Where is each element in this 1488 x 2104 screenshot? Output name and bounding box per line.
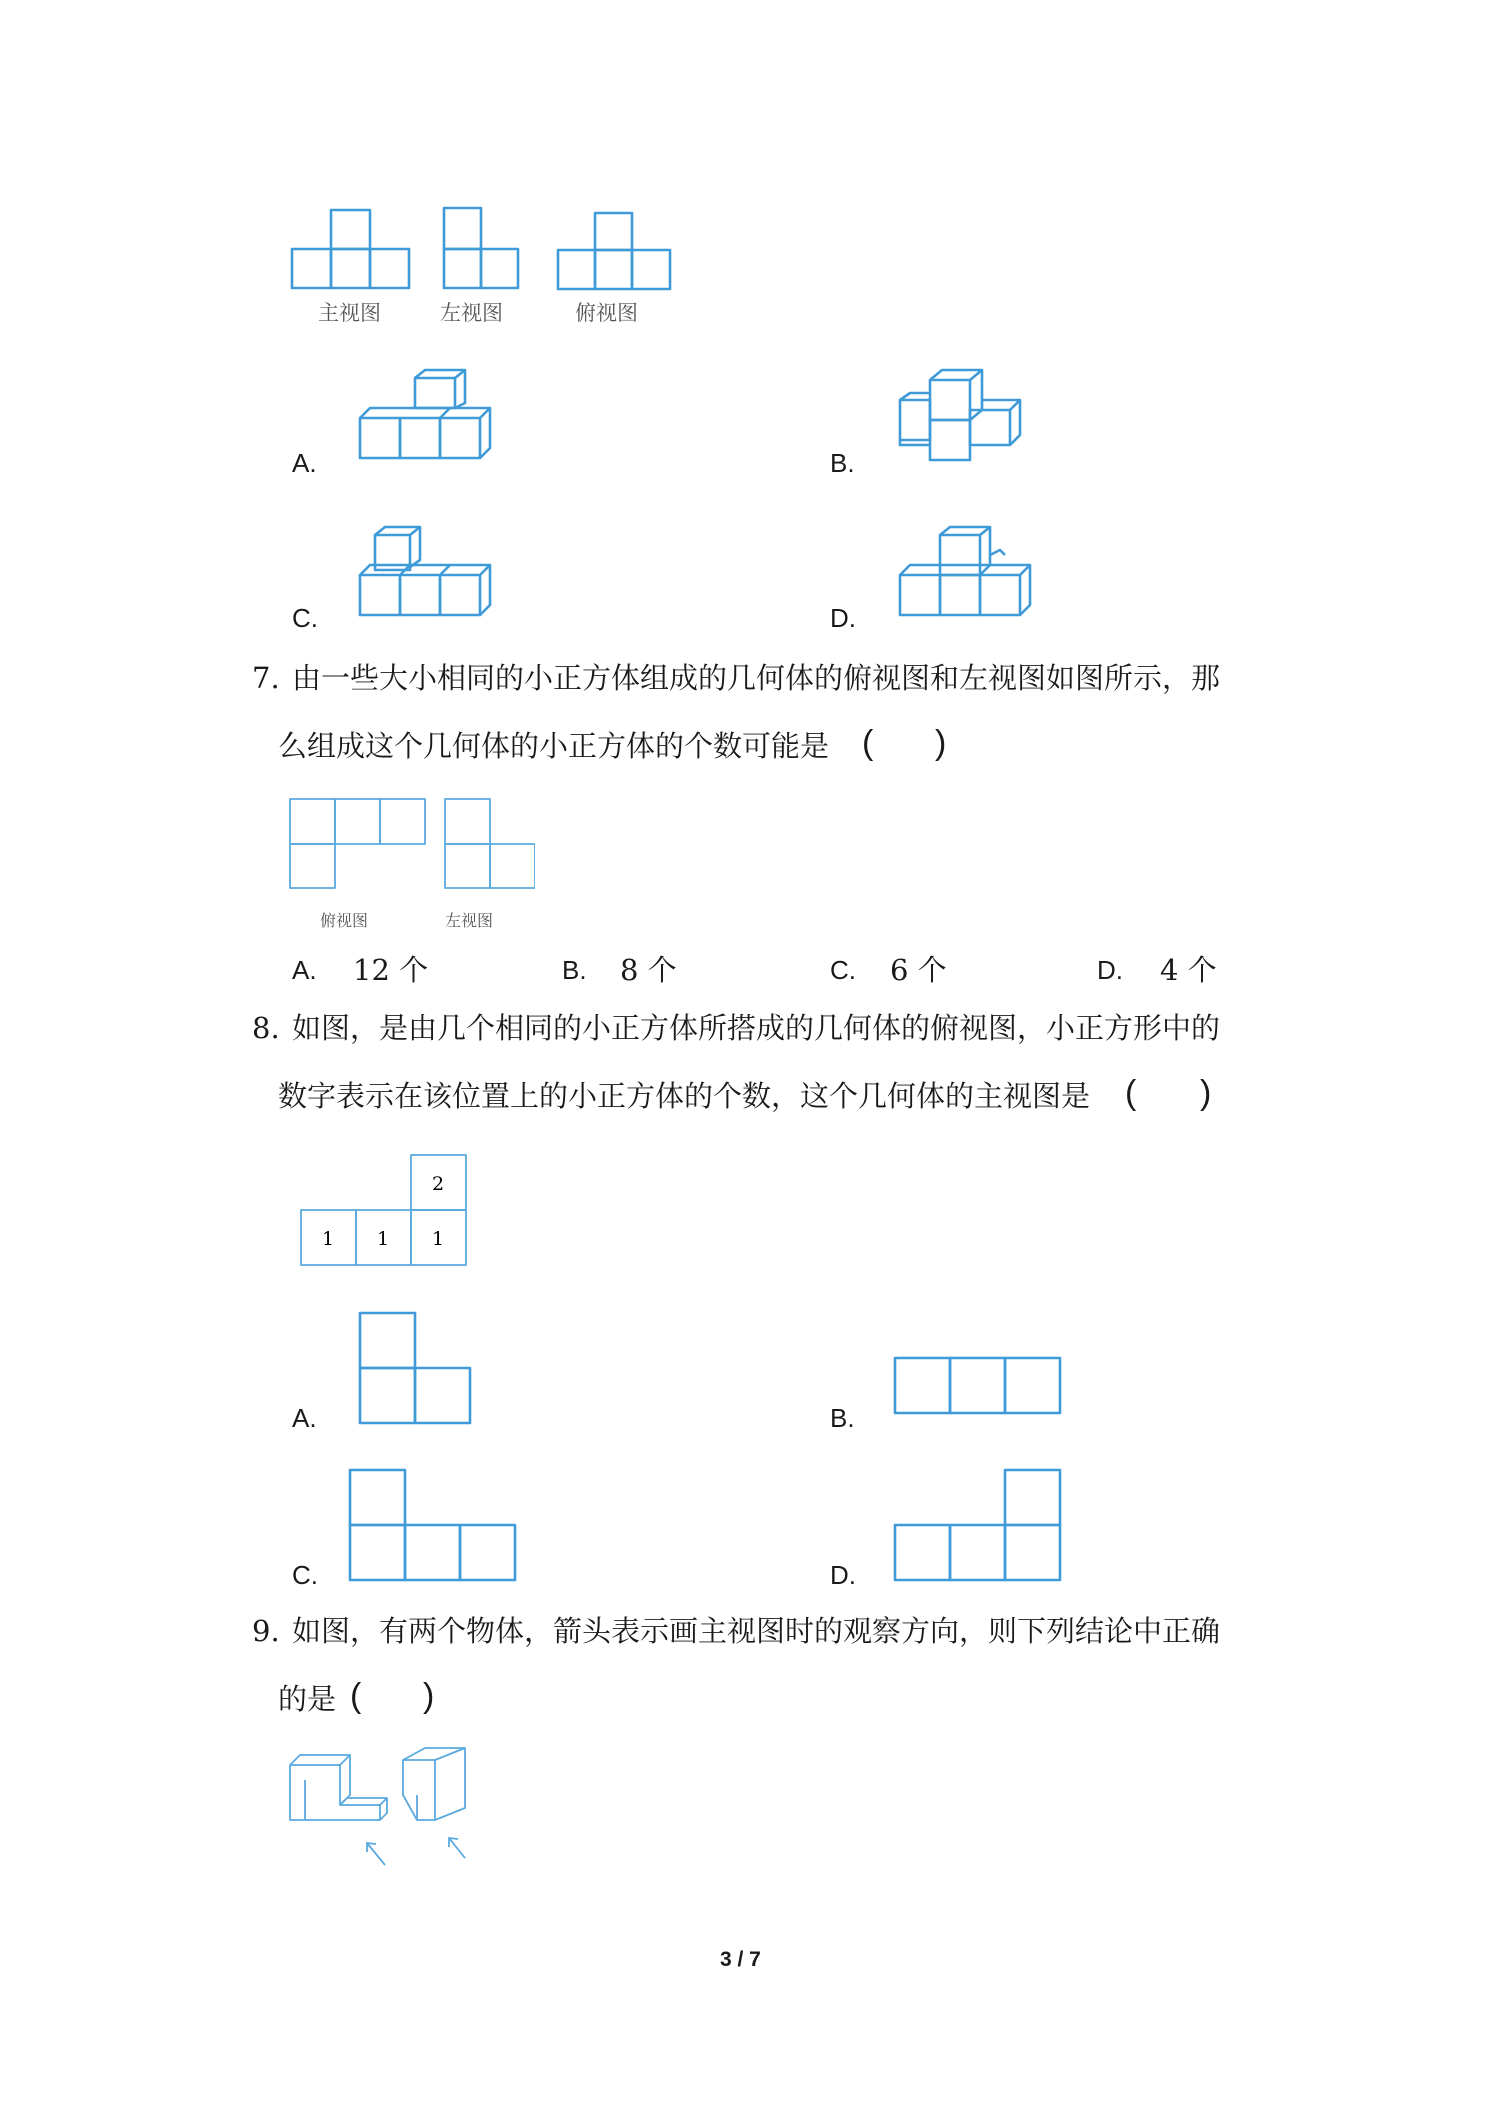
q9-object-1 [290, 1755, 387, 1820]
page-number: 3 / 7 [720, 1948, 761, 1971]
q8-option-a-figure [355, 1305, 475, 1430]
q7-option-a-label[interactable]: A. [292, 955, 317, 985]
q7-option-d-text: 4 个 [1160, 953, 1217, 987]
q8-option-b-figure [890, 1350, 1070, 1420]
q6-option-b-figure [895, 365, 1045, 465]
q9-viewing-direction-arrow-1 [367, 1843, 385, 1865]
q6-left-view [444, 208, 518, 288]
q8-text-line2: 数字表示在该位置上的小正方体的个数，这个几何体的主视图是 [278, 1079, 1091, 1113]
q9-two-objects-figure [285, 1740, 505, 1880]
q7-option-a-text: 12 个 [353, 953, 429, 987]
q7-option-b-text: 8 个 [620, 953, 677, 987]
q6-front-view [292, 210, 409, 288]
q7-text-line1: 由一些大小相同的小正方体组成的几何体的俯视图和左视图如图所示，那 [292, 661, 1221, 695]
q8-number: 8. [252, 1011, 280, 1045]
q8-option-d-figure [890, 1462, 1070, 1587]
q7-option-b-label[interactable]: B. [562, 955, 587, 985]
q7-option-c-text: 6 个 [890, 953, 947, 987]
q9-text-line2: 的是 [278, 1682, 337, 1716]
q7-number: 7. [252, 661, 280, 695]
q7-answer-paren-open: ( [862, 724, 874, 762]
q8-option-c-label[interactable]: C. [292, 1560, 318, 1590]
q8-grid-cell-top: 2 [431, 1173, 445, 1195]
q8-option-d-label[interactable]: D. [830, 1560, 856, 1590]
q6-top-view-label: 俯视图 [575, 301, 638, 325]
q7-left-view [445, 799, 535, 888]
q9-number: 9. [252, 1614, 280, 1648]
q6-option-a-figure [355, 358, 505, 468]
q6-option-c-label[interactable]: C. [292, 603, 318, 633]
q7-top-view [290, 799, 425, 888]
q6-top-view [558, 213, 670, 289]
q8-grid-cell-1: 1 [321, 1228, 335, 1250]
q9-object-2 [403, 1748, 465, 1820]
q7-text-line2: 么组成这个几何体的小正方体的个数可能是 [278, 729, 830, 763]
q7-option-c-label[interactable]: C. [830, 955, 856, 985]
q6-option-a-label[interactable]: A. [292, 448, 317, 478]
q6-option-d-figure [895, 520, 1045, 625]
q8-grid-cell-3: 1 [431, 1228, 445, 1250]
q7-top-view-label: 俯视图 [320, 911, 369, 930]
q8-text-line1: 如图，是由几个相同的小正方体所搭成的几何体的俯视图，小正方形中的 [292, 1011, 1221, 1045]
q8-option-c-figure [345, 1462, 525, 1587]
q8-option-b-label[interactable]: B. [830, 1403, 855, 1433]
q7-views-figure [285, 795, 535, 895]
q8-answer-paren-open: ( [1125, 1074, 1137, 1112]
q9-viewing-direction-arrow-2 [449, 1838, 465, 1858]
q8-grid-cell-2: 1 [376, 1228, 390, 1250]
q6-left-view-label: 左视图 [440, 301, 503, 325]
q8-top-view-grid [296, 1150, 476, 1275]
q6-option-b-label[interactable]: B. [830, 448, 855, 478]
q8-answer-paren-close: ) [1200, 1074, 1212, 1112]
q6-front-view-label: 主视图 [318, 301, 381, 325]
q6-option-d-label[interactable]: D. [830, 603, 856, 633]
q9-answer-paren-open: ( [350, 1677, 362, 1715]
q6-option-c-figure [355, 515, 505, 625]
q9-text-line1: 如图，有两个物体，箭头表示画主视图时的观察方向，则下列结论中正确 [292, 1614, 1221, 1648]
q8-option-a-label[interactable]: A. [292, 1403, 317, 1433]
q7-option-d-label[interactable]: D. [1097, 955, 1123, 985]
q7-left-view-label: 左视图 [445, 911, 494, 930]
q7-answer-paren-close: ) [935, 724, 947, 762]
q9-answer-paren-close: ) [423, 1677, 435, 1715]
